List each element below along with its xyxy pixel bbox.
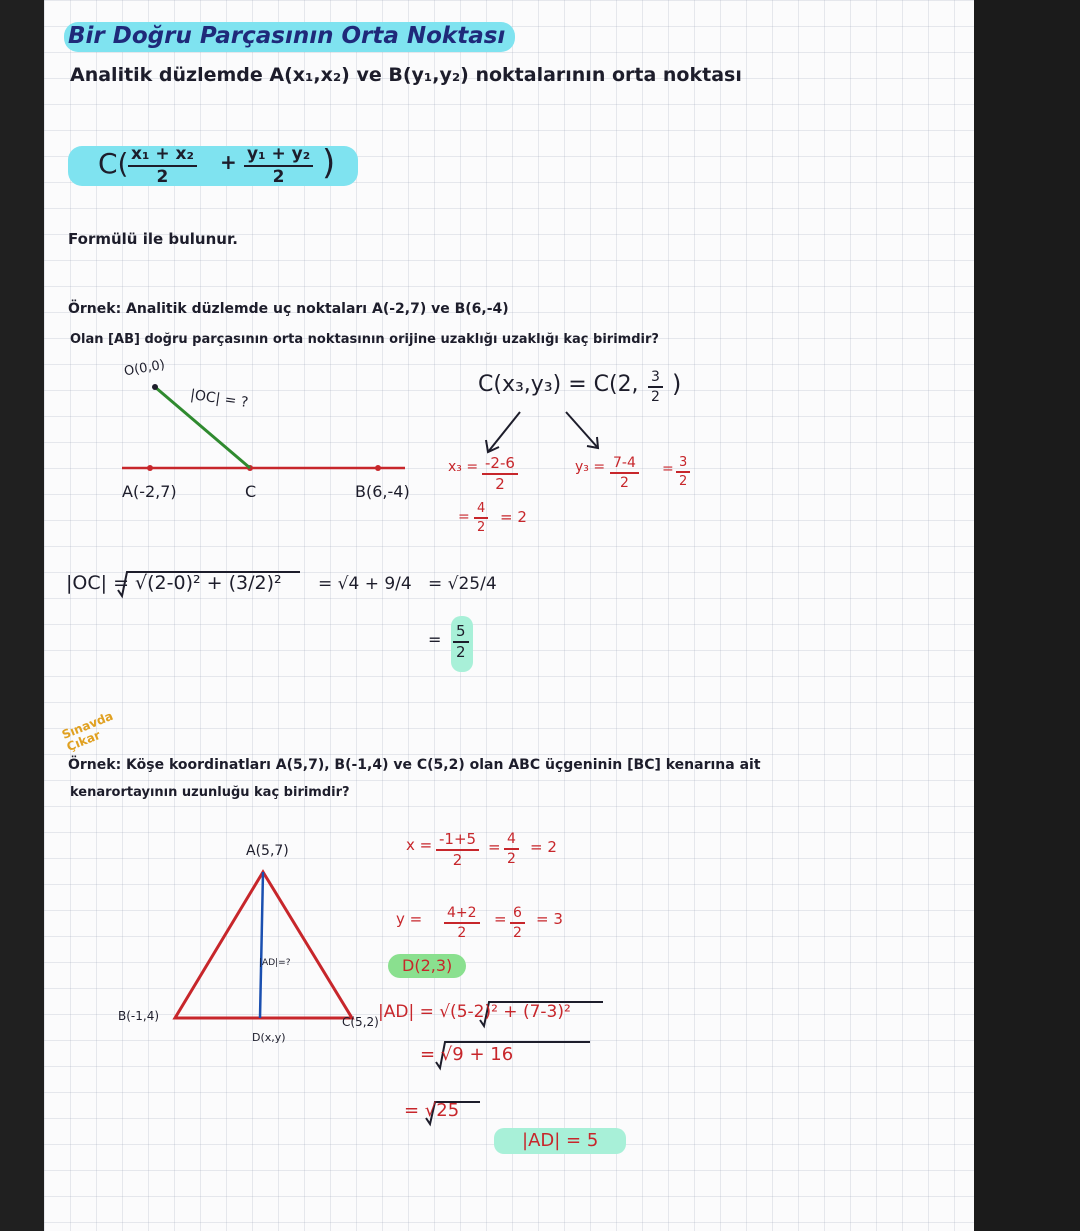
ad-calc-3: = √25 (404, 1100, 460, 1121)
page-title: Bir Doğru Parçasının Orta Noktası (64, 22, 515, 52)
y-num: 4+2 (444, 906, 480, 924)
example2-line1: Örnek: Köşe koordinatları A(5,7), B(-1,4) ve C(5,2) olan ABC üçgeninin [BC] kenarına ait (68, 757, 761, 773)
y3-den-2: 2 (679, 474, 688, 489)
result-eq: = (428, 630, 442, 649)
c-result-fraction (648, 370, 663, 404)
x3-num-2: 4 (474, 502, 488, 519)
x-num-2: 4 (504, 832, 519, 850)
c-result-num: 3 (648, 370, 663, 388)
example1-line2: Olan [AB] doğru parçasının orta noktasının orijine uzaklığı uzaklığı kaç birimdir? (70, 332, 659, 347)
result-den: 2 (456, 643, 466, 661)
d-result: D(2,3) (388, 954, 466, 978)
x-den-2: 2 (507, 851, 516, 867)
x3-result: = 2 (500, 508, 527, 526)
y3-fraction-2 (676, 456, 690, 488)
y-den-2: 2 (513, 925, 522, 941)
y3-fraction (610, 456, 639, 490)
y-fraction (444, 906, 480, 940)
formula-fraction-y-num: y₁ + y₂ (244, 146, 313, 167)
x3-den: 2 (495, 475, 505, 493)
y-fraction-2 (510, 906, 525, 940)
point-b-label: B(6,-4) (355, 482, 410, 501)
distance-lhs: |OC| = √(2-0)² + (3/2)² (66, 572, 282, 594)
exam-tag: Sınavda Çıkar (59, 708, 116, 754)
x3-fraction-2 (474, 502, 488, 534)
arrow-right (566, 412, 598, 448)
intro-text: Analitik düzlemde A(x₁,x₂) ve B(y₁,y₂) noktalarının orta noktası (70, 64, 742, 86)
y3-den: 2 (619, 475, 629, 491)
x3-eq: = (458, 509, 470, 525)
triangle-a-label: A(5,7) (246, 843, 289, 859)
x3-fraction (482, 456, 518, 492)
x3-num: -2-6 (482, 456, 518, 475)
c-result: C(x₃,y₃) = C(2, (478, 372, 639, 397)
y-eq: = (494, 910, 507, 928)
x-label: x = (406, 836, 433, 854)
formula-fraction-x-den: 2 (156, 167, 169, 187)
arrow-left (488, 412, 520, 452)
formula-plus: + (220, 150, 237, 174)
c-result-close: ) (672, 370, 682, 398)
x-fraction-2 (504, 832, 519, 866)
x-fraction (436, 832, 479, 868)
triangle-d-label: D(x,y) (252, 1031, 286, 1044)
triangle-c-label: C(5,2) (342, 1015, 379, 1029)
x3-label: x₃ = (448, 459, 479, 475)
y3-num-2: 3 (676, 456, 690, 473)
point-c-label: C (245, 482, 257, 501)
ad-calc-1: |AD| = √(5-2)² + (7-3)² (378, 1002, 571, 1022)
distance-rhs: = √25/4 (428, 574, 497, 594)
formula-fraction-y (244, 146, 313, 186)
y3-label: y₃ = (575, 459, 606, 475)
point-a (147, 465, 153, 471)
x-result: = 2 (530, 838, 557, 856)
x-eq: = (488, 838, 501, 856)
triangle-b-label: B(-1,4) (118, 1009, 160, 1023)
distance-mid: = √4 + 9/4 (318, 574, 412, 594)
example2-line2: kenarortayının uzunluğu kaç birimdir? (70, 785, 350, 800)
origin-point (152, 384, 158, 390)
result-num: 5 (453, 624, 469, 643)
y-num-2: 6 (510, 906, 525, 924)
formula-fraction-y-den: 2 (272, 167, 285, 187)
x-den: 2 (452, 851, 463, 869)
y-den: 2 (457, 925, 467, 941)
formula-fraction-x-num: x₁ + x₂ (128, 146, 197, 167)
formula-note: Formülü ile bulunur. (68, 230, 238, 248)
median-label: |AD|=? (259, 958, 291, 968)
ad-calc-2: = √9 + 16 (420, 1044, 514, 1065)
formula-fraction-x (128, 146, 197, 186)
median-ad (260, 872, 263, 1018)
ad-final: |AD| = 5 (494, 1128, 626, 1154)
point-b (375, 465, 381, 471)
y-result: = 3 (536, 910, 563, 928)
y3-num: 7-4 (610, 456, 639, 474)
y3-eq: = (662, 461, 674, 477)
example1-line1: Örnek: Analitik düzlemde uç noktaları A(-2,7) ve B(6,-4) (68, 301, 509, 317)
x-num: -1+5 (436, 832, 479, 851)
x3-den-2: 2 (477, 520, 486, 535)
c-result-den: 2 (651, 389, 660, 405)
point-a-label: A(-2,7) (122, 482, 177, 501)
origin-label: O(0,0) (123, 357, 167, 380)
formula-close: ) (322, 143, 336, 183)
formula-prefix: C( (98, 147, 129, 180)
y-label: y = (396, 910, 423, 928)
oc-question-label: |OC| = ? (189, 387, 250, 411)
result-fraction (453, 624, 469, 660)
